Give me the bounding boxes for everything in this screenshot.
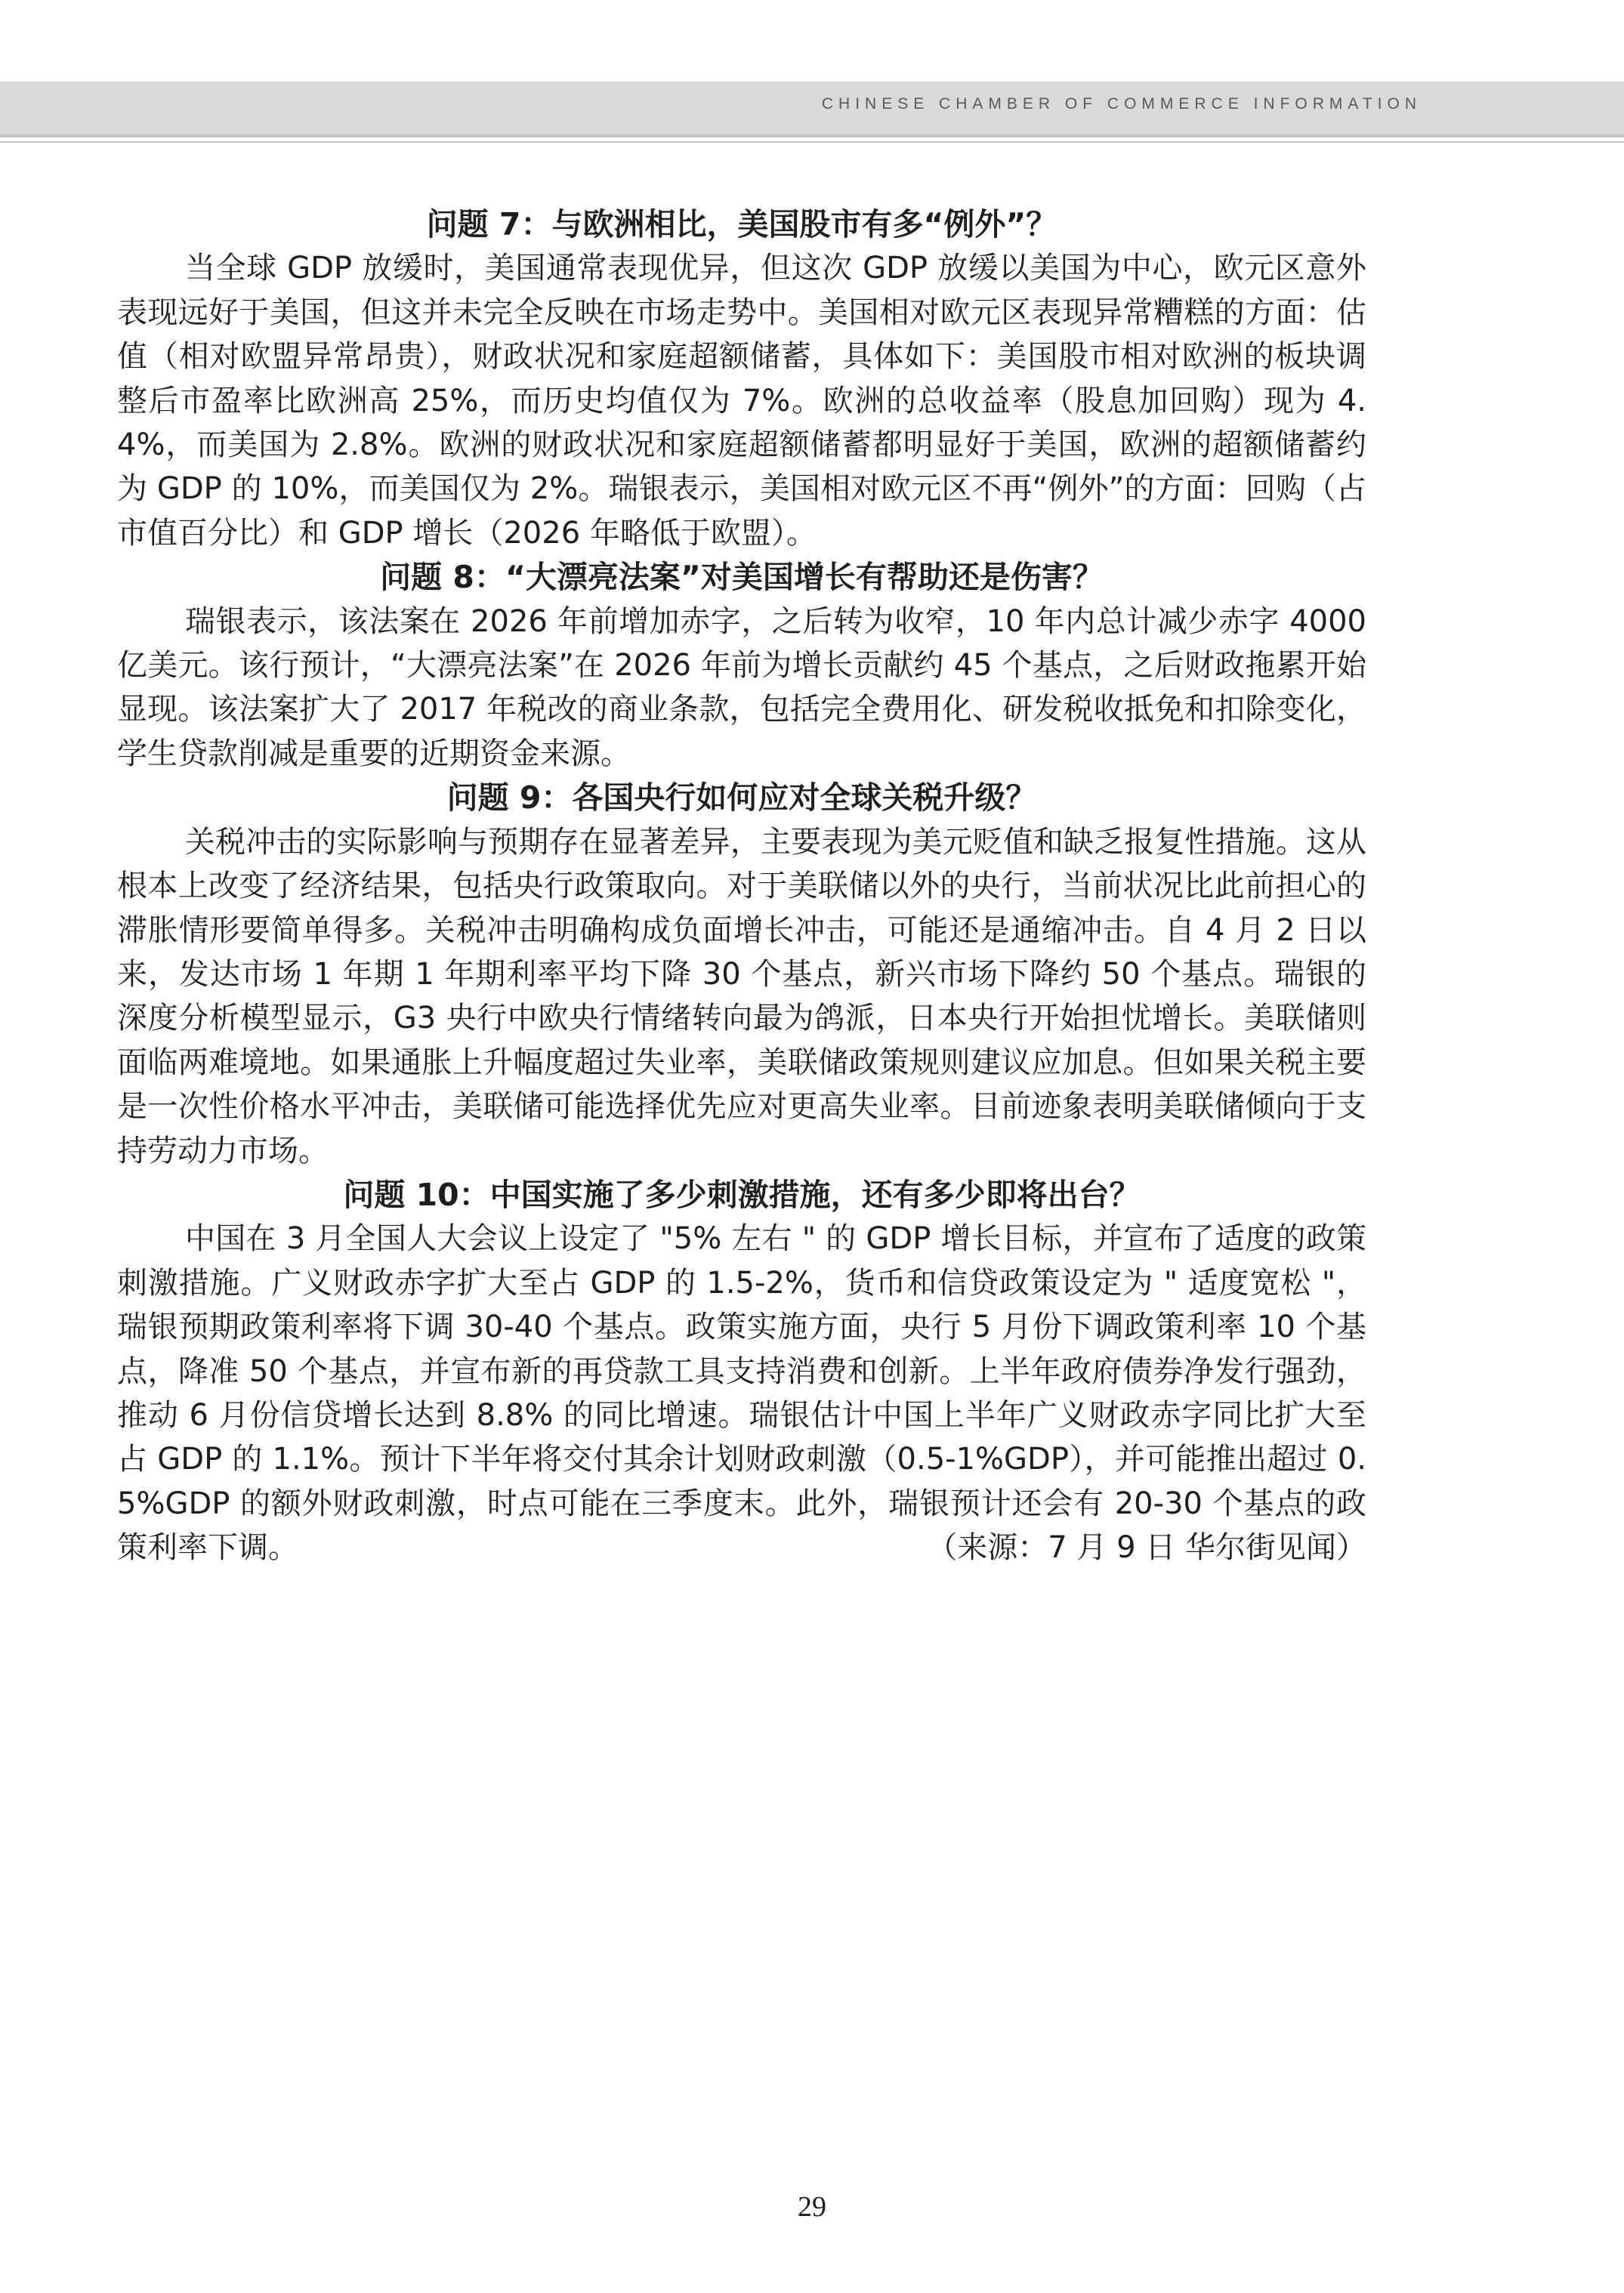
section-title-q10: 问题 10：中国实施了多少刺激措施，还有多少即将出台？ <box>343 1176 1141 1213</box>
header-rule <box>0 134 1624 137</box>
article-body <box>117 202 1366 1570</box>
header-rule-thin <box>0 141 1624 143</box>
publication-header: CHINESE CHAMBER OF COMMERCE INFORMATION <box>821 95 1422 113</box>
section-body-q7: 当全球 GDP 放缓时，美国通常表现优异，但这次 GDP 放缓以美国为中心，欧元区意外表现远好于美国，但这并未完全反映在市场走势中。美国相对欧元区表现异常糟糕的方面：估值（相对欧盟异常昂贵），财政状况和家庭超额储蓄，具体如下：美国股市相对欧洲的板块调整后市盈率比欧洲高 25%，而历史均值仅为 7%。欧洲的总收益率（股息加回购）现为 4.4%，而美国为 2.8%。欧洲的财政状况和家庭超额储蓄都明显好于美国，欧洲的超额储蓄约为 GDP 的 10%，而美国仅为 2%。瑞银表示，美国相对欧元区不再“例外”的方面：回购（占市值百分比）和 GDP 增长（2026 年略低于欧盟）。 <box>117 251 1366 551</box>
section-body-q8: 瑞银表示，该法案在 2026 年前增加赤字，之后转为收窄，10 年内总计减少赤字 4000 亿美元。该行预计，“大漂亮法案”在 2026 年前为增长贡献约 45 个基点，之后财政拖累开始显现。该法案扩大了 2017 年税改的商业条款，包括完全费用化、研发税收抵免和扣除变化，学生贷款削减是重要的近期资金来源。 <box>117 603 1366 771</box>
section-title-q8: 问题 8：“大漂亮法案”对美国增长有帮助还是伤害？ <box>380 559 1104 596</box>
source-citation: （来源：7 月 9 日 华尔街见闻） <box>927 1530 1366 1566</box>
page-number: 29 <box>798 2191 826 2223</box>
section-body-q10 <box>117 1217 1366 1569</box>
section-title-q9: 问题 9：各国央行如何应对全球关税升级？ <box>446 779 1037 816</box>
section-body-q9: 关税冲击的实际影响与预期存在显著差异，主要表现为美元贬值和缺乏报复性措施。这从根本上改变了经济结果，包括央行政策取向。对于美联储以外的央行，当前状况比此前担心的滞胀情形要简单得多。关税冲击明确构成负面增长冲击，可能还是通缩冲击。自 4 月 2 日以来，发达市场 1 年期 1 年期利率平均下降 30 个基点，新兴市场下降约 50 个基点。瑞银的深度分析模型显示，G3 央行中欧央行情绪转向最为鸽派，日本央行开始担忧增长。美联储则面临两难境地。如果通胀上升幅度超过失业率，美联储政策规则建议应加息。但如果关税主要是一次性价格水平冲击，美联储可能选择优先应对更高失业率。目前迹象表明美联储倾向于支持劳动力市场。 <box>117 824 1366 1168</box>
section-title-q7: 问题 7：与欧洲相比，美国股市有多“例外”？ <box>426 206 1057 242</box>
section-body-q10-text: 中国在 3 月全国人大会议上设定了 "5% 左右 " 的 GDP 增长目标，并宣布了适度的政策刺激措施。广义财政赤字扩大至占 GDP 的 1.5-2%，货币和信贷政策设定为 " 适度宽松 "，瑞银预期政策利率将下调 30-40 个基点。政策实施方面，央行 5 月份下调政策利率 10 个基点，降准 50 个基点，并宣布新的再贷款工具支持消费和创新。上半年政府债券净发行强劲，推动 6 月份信贷增长达到 8.8% 的同比增速。瑞银估计中国上半年广义财政赤字同比扩大至占 GDP 的 1.1%。预计下半年将交付其余计划财政刺激（0.5-1%GDP），并可能推出超过 0.5%GDP 的额外财政刺激，时点可能在三季度末。此外，瑞银预计还会有 20-30 个基点的政策利率下调。 <box>117 1221 1366 1566</box>
